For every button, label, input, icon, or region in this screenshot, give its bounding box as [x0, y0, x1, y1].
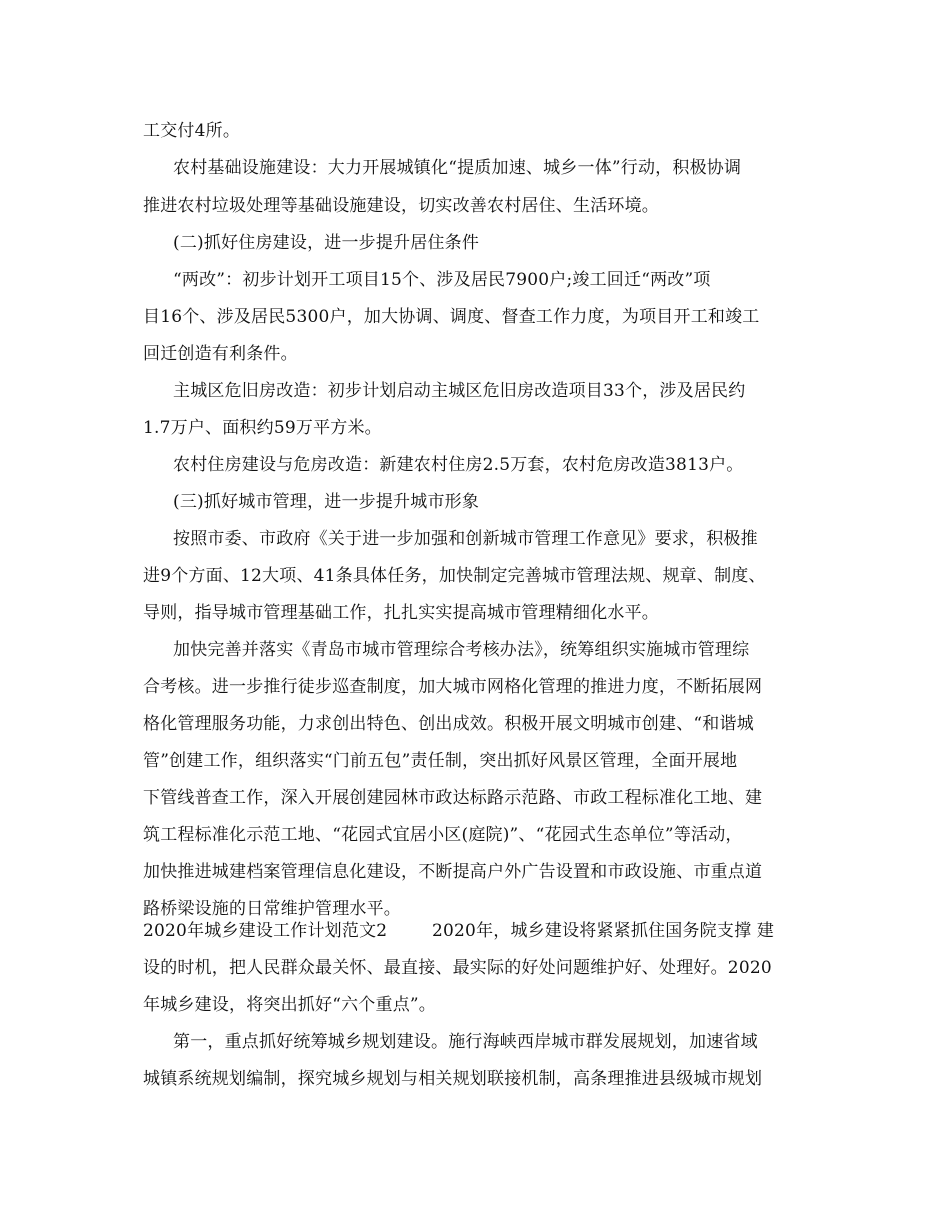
- text-line: 进9个方面、12大项、41条具体任务，加快制定完善城市管理法规、规章、制度、: [143, 566, 766, 586]
- text-line: 目16个、涉及居民5300户，加大协调、调度、督查工作力度，为项目开工和竣工: [143, 307, 760, 327]
- text-line: 按照市委、市政府《关于进一步加强和创新城市管理工作意见》要求，积极推: [173, 529, 758, 549]
- section-heading-line: [143, 920, 774, 942]
- section-heading: 2020年城乡建设工作计划范文2: [143, 921, 388, 941]
- text-line: 设的时机，把人民群众最关怀、最直接、最实际的好处问题维护好、处理好。2020: [143, 958, 772, 978]
- text-line: 1.7万户、面积约59万平方米。: [143, 418, 382, 438]
- text-line: 推进农村垃圾处理等基础设施建设，切实改善农村居住、生活环境。: [143, 196, 659, 216]
- text-line: 筑工程标准化示范工地、“花园式宜居小区(庭院)”、“花园式生态单位”等活动，: [143, 825, 743, 845]
- text-line: 主城区危旧房改造：初步计划启动主城区危旧房改造项目33个，涉及居民约: [173, 381, 746, 401]
- text-line: 加快完善并落实《青岛市城市管理综合考核办法》，统筹组织实施城市管理综: [173, 640, 750, 660]
- text-line: 管”创建工作，组织落实“门前五包”责任制，突出抓好风景区管理，全面开展地: [143, 751, 738, 771]
- text-line: 城镇系统规划编制，探究城乡规划与相关规划联接机制，高条理推进县级城市规划: [143, 1069, 763, 1089]
- text-line: 路桥梁设施的日常维护管理水平。: [143, 899, 401, 919]
- text-line: 农村住房建设与危房改造：新建农村住房2.5万套，农村危房改造3813户。: [173, 455, 744, 475]
- text-line: 回迁创造有利条件。: [143, 344, 298, 364]
- section-first-line: 2020年，城乡建设将紧紧抓住国务院支撑 建: [432, 921, 775, 941]
- text-line: 导则，指导城市管理基础工作，扎扎实实提高城市管理精细化水平。: [143, 603, 659, 623]
- section-subheading: (二)抓好住房建设，进一步提升居住条件: [173, 233, 480, 253]
- text-line: 合考核。进一步推行徒步巡查制度，加大城市网格化管理的推进力度，不断拓展网: [143, 677, 763, 697]
- text-line: 第一，重点抓好统筹城乡规划建设。施行海峡西岸城市群发展规划，加速省域: [173, 1032, 758, 1052]
- section-subheading: (三)抓好城市管理，进一步提升城市形象: [173, 492, 480, 512]
- text-line: 加快推进城建档案管理信息化建设，不断提高户外广告设置和市政设施、市重点道: [143, 862, 763, 882]
- text-line: “两改”：初步计划开工项目15个、涉及居民7900户;竣工回迁“两改”项: [173, 270, 711, 290]
- text-line: 工交付4所。: [143, 121, 241, 141]
- text-line: 格化管理服务功能，力求创出特色、创出成效。积极开展文明城市创建、“和谐城: [143, 714, 754, 734]
- text-line: 下管线普查工作，深入开展创建园林市政达标路示范路、市政工程标准化工地、建: [143, 788, 763, 808]
- text-line: 年城乡建设，将突出抓好“六个重点”。: [143, 995, 436, 1015]
- text-line: 农村基础设施建设：大力开展城镇化“提质加速、城乡一体”行动，积极协调: [173, 158, 742, 178]
